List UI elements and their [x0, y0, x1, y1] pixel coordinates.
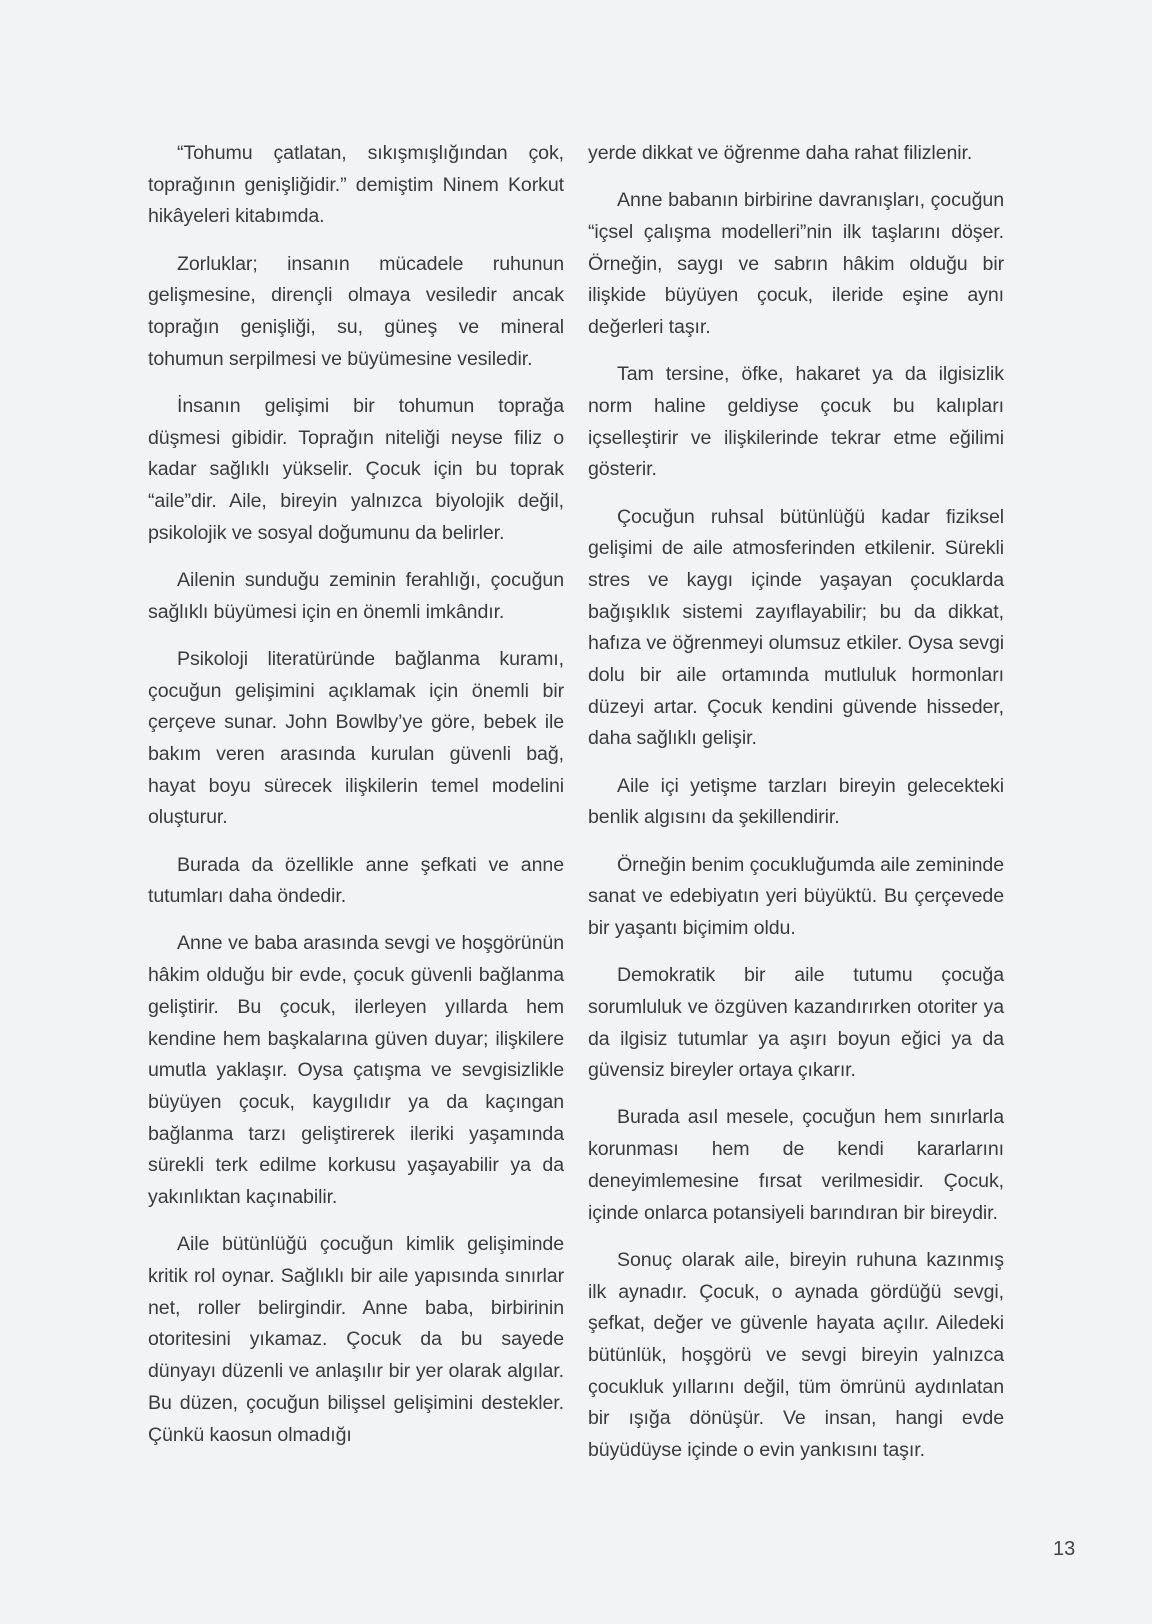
left-column [148, 138, 564, 1467]
paragraph: Anne ve baba arasında sevgi ve hoşgörünün hâkim olduğu bir evde, çocuk güvenli bağlanma geliştirir. Bu çocuk, ilerleyen yıllarda hem kendine hem başkalarına güven duyar; ilişkilere umutla yaklaşır. Oysa çatışma ve sevgisizlikle büyüyen çocuk, kaygılıdır ya da kaçıngan bağlanma tarzı geliştirerek ileriki yaşamında sürekli terk edilme korkusu yaşayabilir ya da yakınlıktan kaçınabilir. [148, 932, 564, 1209]
right-column [588, 138, 1004, 1482]
paragraph: Psikoloji literatüründe bağlanma kuramı, çocuğun gelişimini açıklamak için önemli bir çerçeve sunar. John Bowlby’ye göre, bebek ile bakım veren arasında kurulan güvenli bağ, hayat boyu sürecek ilişkilerin temel modelini oluşturur. [148, 647, 564, 829]
paragraph: Zorluklar; insanın mücadele ruhunun gelişmesine, dirençli olmaya vesiledir ancak toprağın genişliği, su, güneş ve mineral tohumun serpilmesi ve büyümesine vesiledir. [148, 252, 564, 370]
paragraph-continuation: yerde dikkat ve öğrenme daha rahat filizlenir. [588, 142, 973, 164]
paragraph: Tam tersine, öfke, hakaret ya da ilgisizlik norm haline geldiyse çocuk bu kalıpları içselleştirir ve ilişkilerinde tekrar etme eğilimi gösterir. [588, 363, 1004, 481]
paragraph: “Tohumu çatlatan, sıkışmışlığından çok, toprağının genişliğidir.” demiştim Ninem Korkut hikâyeleri kitabımda. [148, 142, 564, 228]
paragraph: Burada da özellikle anne şefkati ve anne tutumları daha öndedir. [148, 853, 564, 908]
paragraph: Demokratik bir aile tutumu çocuğa sorumluluk ve özgüven kazandırırken otoriter ya da ilgisiz tutumlar ya aşırı boyun eğici ya da güvensiz bireyler ortaya çıkarır. [588, 964, 1004, 1082]
paragraph: Sonuç olarak aile, bireyin ruhuna kazınmış ilk aynadır. Çocuk, o aynada gördüğü sevgi, şefkat, değer ve güvenle hayata açılır. Ailedeki bütünlük, hoşgörü ve sevgi bireyin yalnızca çocukluk yıllarını değil, tüm ömrünü aydınlatan bir ışığa dönüşür. Ve insan, hangi evde büyüdüyse içinde o evin yankısını taşır. [588, 1248, 1004, 1462]
paragraph: Aile bütünlüğü çocuğun kimlik gelişiminde kritik rol oynar. Sağlıklı bir aile yapısında sınırlar net, roller belirgindir. Anne baba, birbirinin otoritesini yıkamaz. Çocuk da bu sayede dünyayı düzenli ve anlaşılır bir yer olarak algılar. Bu düzen, çocuğun bilişsel gelişimini destekler. Çünkü kaosun olmadığı [148, 1233, 564, 1446]
paragraph: İnsanın gelişimi bir tohumun toprağa düşmesi gibidir. Toprağın niteliği neyse filiz o kadar sağlıklı yükselir. Çocuk için bu toprak “aile”dir. Aile, bireyin yalnızca biyolojik değil, psikolojik ve sosyal doğumunu da belirler. [148, 394, 564, 544]
paragraph: Aile içi yetişme tarzları bireyin gelecekteki benlik algısını da şekillendirir. [588, 774, 1004, 829]
paragraph: Çocuğun ruhsal bütünlüğü kadar fiziksel gelişimi de aile atmosferinden etkilenir. Sürekli stres ve kaygı içinde yaşayan çocuklarda bağışıklık sistemi zayıflayabilir; bu da dikkat, hafıza ve öğrenmeyi olumsuz etkiler. Oysa sevgi dolu bir aile ortamında mutluluk hormonları düzeyi artar. Çocuk kendini güvende hisseder, daha sağlıklı gelişir. [588, 505, 1004, 750]
paragraph: Ailenin sunduğu zeminin ferahlığı, çocuğun sağlıklı büyümesi için en önemli imkândır. [148, 568, 564, 623]
paragraph: Anne babanın birbirine davranışları, çocuğun “içsel çalışma modelleri”nin ilk taşlarını döşer. Örneğin, saygı ve sabrın hâkim olduğu bir ilişkide büyüyen çocuk, ileride eşine aynı değerleri taşır. [588, 189, 1004, 339]
paragraph: Örneğin benim çocukluğumda aile zemininde sanat ve edebiyatın yeri büyüktü. Bu çerçevede bir yaşantı biçimim oldu. [588, 853, 1004, 939]
paragraph: Burada asıl mesele, çocuğun hem sınırlarla korunması hem de kendi kararlarını deneyimlemesine fırsat verilmesidir. Çocuk, içinde onlarca potansiyeli barındıran bir bireydir. [588, 1106, 1004, 1224]
page-number: 13 [1053, 1538, 1076, 1560]
